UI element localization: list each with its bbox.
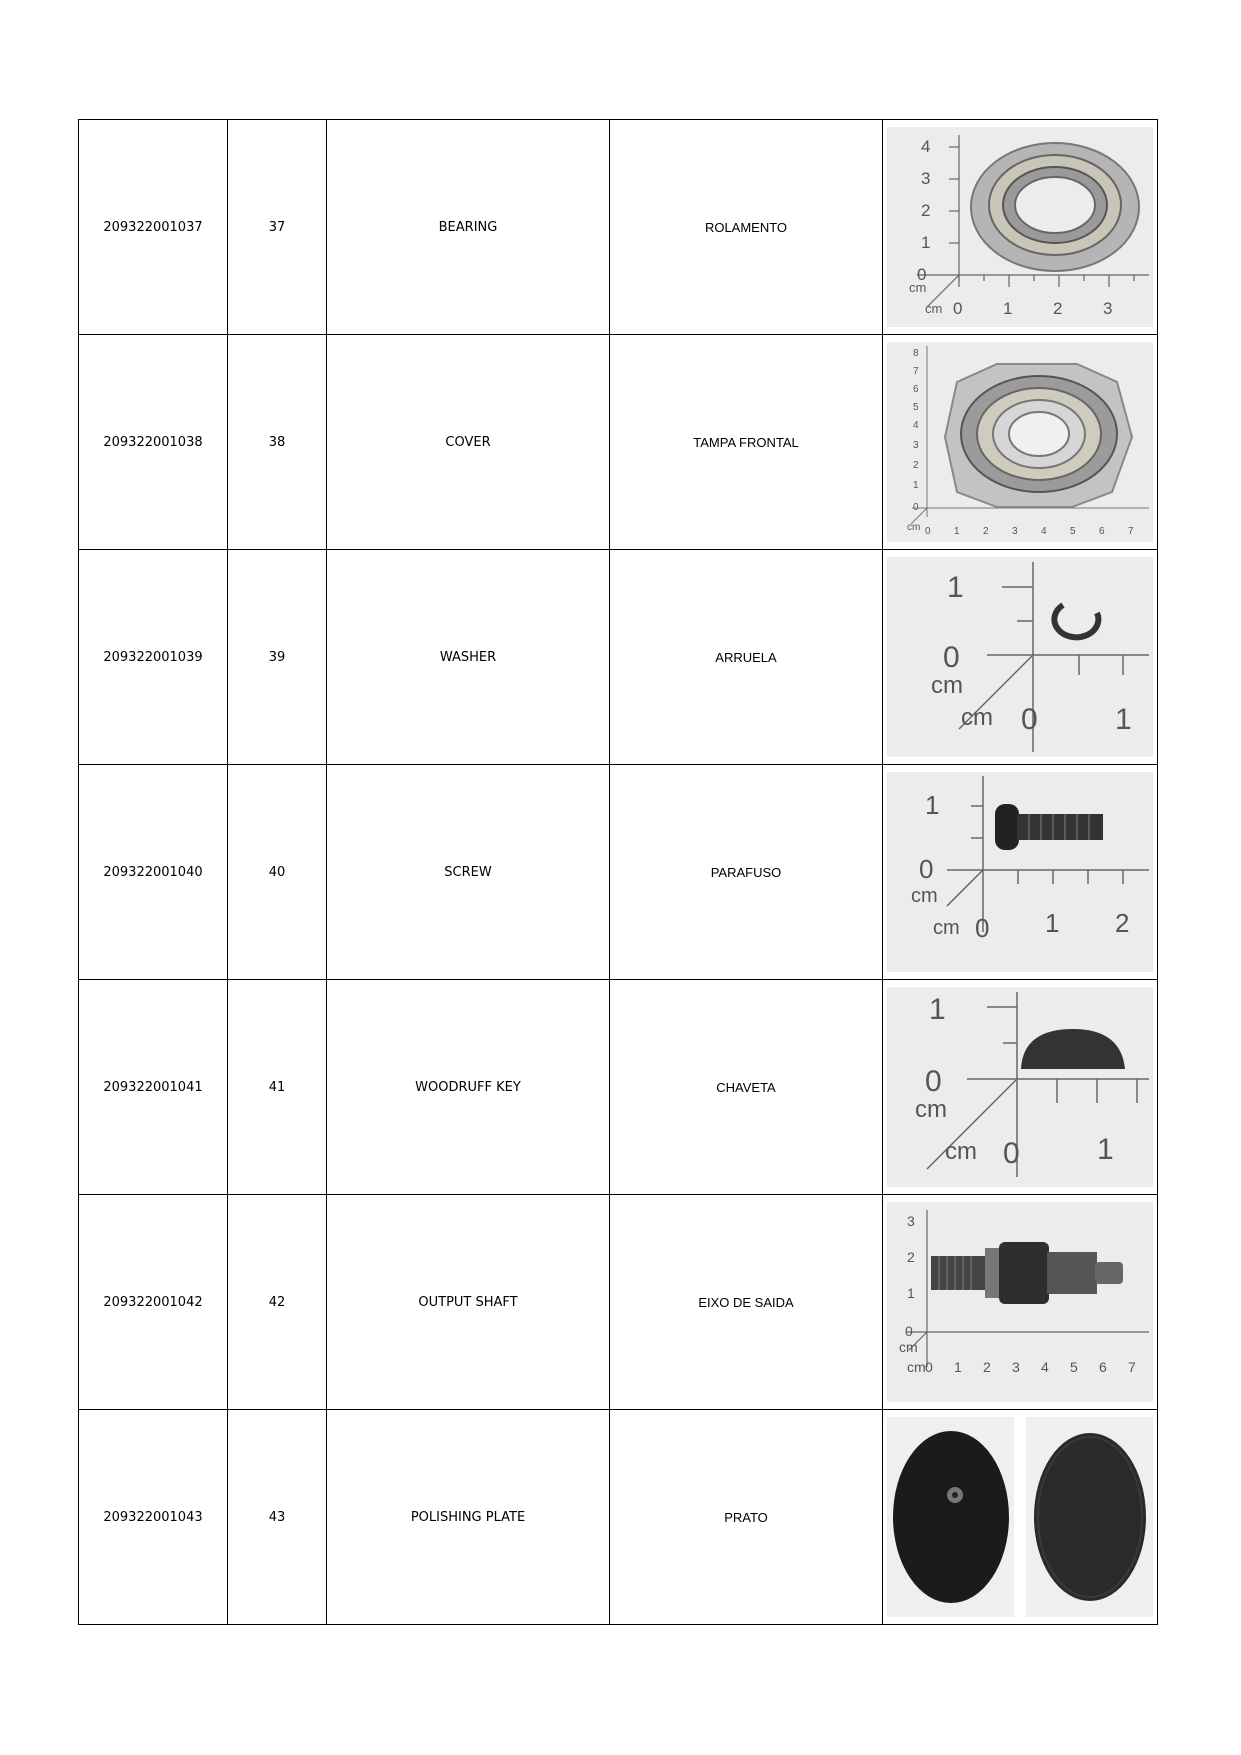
svg-text:1: 1 xyxy=(913,480,919,491)
part-code: 209322001038 xyxy=(79,335,228,550)
svg-text:8: 8 xyxy=(913,348,919,359)
table-row xyxy=(79,550,1158,765)
svg-text:cm: cm xyxy=(915,1096,947,1123)
part-name-english: COVER xyxy=(327,335,610,550)
svg-text:7: 7 xyxy=(1128,526,1134,537)
svg-text:3: 3 xyxy=(913,440,919,451)
position-number: 40 xyxy=(228,765,327,980)
position-number: 43 xyxy=(228,1410,327,1625)
table-row xyxy=(79,1410,1158,1625)
position-number: 37 xyxy=(228,120,327,335)
part-name-english: OUTPUT SHAFT xyxy=(327,1195,610,1410)
svg-text:cm: cm xyxy=(911,885,938,907)
svg-text:1: 1 xyxy=(925,790,940,820)
svg-text:2: 2 xyxy=(983,1359,991,1375)
screw-photo xyxy=(887,772,1153,972)
svg-text:cm: cm xyxy=(907,522,921,533)
part-code: 209322001039 xyxy=(79,550,228,765)
svg-text:4: 4 xyxy=(921,137,931,156)
part-name-english: SCREW xyxy=(327,765,610,980)
table-row xyxy=(79,1195,1158,1410)
svg-text:3: 3 xyxy=(1012,526,1018,537)
svg-text:2: 2 xyxy=(1115,908,1130,938)
svg-text:cm: cm xyxy=(925,301,943,316)
svg-text:0: 0 xyxy=(975,913,990,943)
table-row xyxy=(79,335,1158,550)
svg-text:0: 0 xyxy=(1003,1137,1020,1170)
part-name-portuguese: ROLAMENTO xyxy=(610,120,883,335)
svg-text:4: 4 xyxy=(913,420,919,431)
part-name-portuguese: CHAVETA xyxy=(610,980,883,1195)
washer-photo xyxy=(887,557,1153,757)
svg-text:0: 0 xyxy=(919,854,934,884)
svg-text:0: 0 xyxy=(917,265,927,284)
svg-text:1: 1 xyxy=(921,233,931,252)
part-code: 209322001037 xyxy=(79,120,228,335)
svg-text:cm: cm xyxy=(899,1339,918,1355)
woodruff-key-photo xyxy=(887,987,1153,1187)
svg-text:2: 2 xyxy=(983,526,989,537)
part-name-english: WASHER xyxy=(327,550,610,765)
svg-text:0: 0 xyxy=(925,1065,942,1098)
svg-text:0: 0 xyxy=(925,526,931,537)
table-row xyxy=(79,120,1158,335)
polishing-plate-photo xyxy=(887,1417,1153,1617)
svg-text:0: 0 xyxy=(913,502,919,513)
svg-text:1: 1 xyxy=(1115,703,1132,736)
polishing-plate-back-view xyxy=(1026,1417,1153,1617)
svg-text:3: 3 xyxy=(907,1213,915,1229)
svg-text:5: 5 xyxy=(1070,1359,1078,1375)
part-name-portuguese: PRATO xyxy=(610,1410,883,1625)
cover-photo xyxy=(887,342,1153,542)
svg-text:6: 6 xyxy=(913,384,919,395)
svg-text:cm: cm xyxy=(933,917,960,939)
position-number: 42 xyxy=(228,1195,327,1410)
svg-text:1: 1 xyxy=(1097,1133,1114,1166)
svg-text:0: 0 xyxy=(925,1359,933,1375)
svg-text:cm: cm xyxy=(945,1138,977,1165)
svg-text:0: 0 xyxy=(943,641,960,674)
svg-text:2: 2 xyxy=(907,1249,915,1265)
table-row xyxy=(79,980,1158,1195)
svg-text:4: 4 xyxy=(1041,526,1047,537)
part-name-english: POLISHING PLATE xyxy=(327,1410,610,1625)
svg-text:7: 7 xyxy=(1128,1359,1136,1375)
output-shaft-photo xyxy=(887,1202,1153,1402)
part-name-english: BEARING xyxy=(327,120,610,335)
svg-text:0: 0 xyxy=(953,299,963,318)
svg-text:2: 2 xyxy=(1053,299,1063,318)
svg-text:5: 5 xyxy=(1070,526,1076,537)
svg-text:3: 3 xyxy=(921,169,931,188)
polishing-plate-front-view xyxy=(887,1417,1014,1617)
part-name-portuguese: TAMPA FRONTAL xyxy=(610,335,883,550)
svg-text:cm: cm xyxy=(907,1359,926,1375)
part-code: 209322001040 xyxy=(79,765,228,980)
svg-text:5: 5 xyxy=(913,402,919,413)
svg-text:1: 1 xyxy=(954,1359,962,1375)
svg-text:1: 1 xyxy=(1045,908,1060,938)
svg-text:0: 0 xyxy=(1021,703,1038,736)
svg-text:0: 0 xyxy=(905,1323,913,1339)
svg-text:2: 2 xyxy=(913,460,919,471)
svg-text:1: 1 xyxy=(947,571,964,604)
part-code: 209322001042 xyxy=(79,1195,228,1410)
part-name-portuguese: EIXO DE SAIDA xyxy=(610,1195,883,1410)
svg-text:3: 3 xyxy=(1103,299,1113,318)
position-number: 41 xyxy=(228,980,327,1195)
parts-table xyxy=(78,119,1158,1625)
svg-text:cm: cm xyxy=(931,672,963,699)
table-row xyxy=(79,765,1158,980)
position-number: 39 xyxy=(228,550,327,765)
svg-text:1: 1 xyxy=(954,526,960,537)
svg-text:1: 1 xyxy=(929,993,946,1026)
svg-text:6: 6 xyxy=(1099,1359,1107,1375)
part-code: 209322001043 xyxy=(79,1410,228,1625)
svg-text:2: 2 xyxy=(921,201,931,220)
part-name-portuguese: ARRUELA xyxy=(610,550,883,765)
bearing-photo xyxy=(887,127,1153,327)
svg-text:cm: cm xyxy=(961,704,993,731)
svg-text:7: 7 xyxy=(913,366,919,377)
svg-text:1: 1 xyxy=(1003,299,1013,318)
svg-text:cm: cm xyxy=(909,280,927,295)
part-name-portuguese: PARAFUSO xyxy=(610,765,883,980)
part-code: 209322001041 xyxy=(79,980,228,1195)
svg-text:3: 3 xyxy=(1012,1359,1020,1375)
part-name-english: WOODRUFF KEY xyxy=(327,980,610,1195)
svg-text:1: 1 xyxy=(907,1285,915,1301)
svg-text:6: 6 xyxy=(1099,526,1105,537)
svg-text:4: 4 xyxy=(1041,1359,1049,1375)
position-number: 38 xyxy=(228,335,327,550)
